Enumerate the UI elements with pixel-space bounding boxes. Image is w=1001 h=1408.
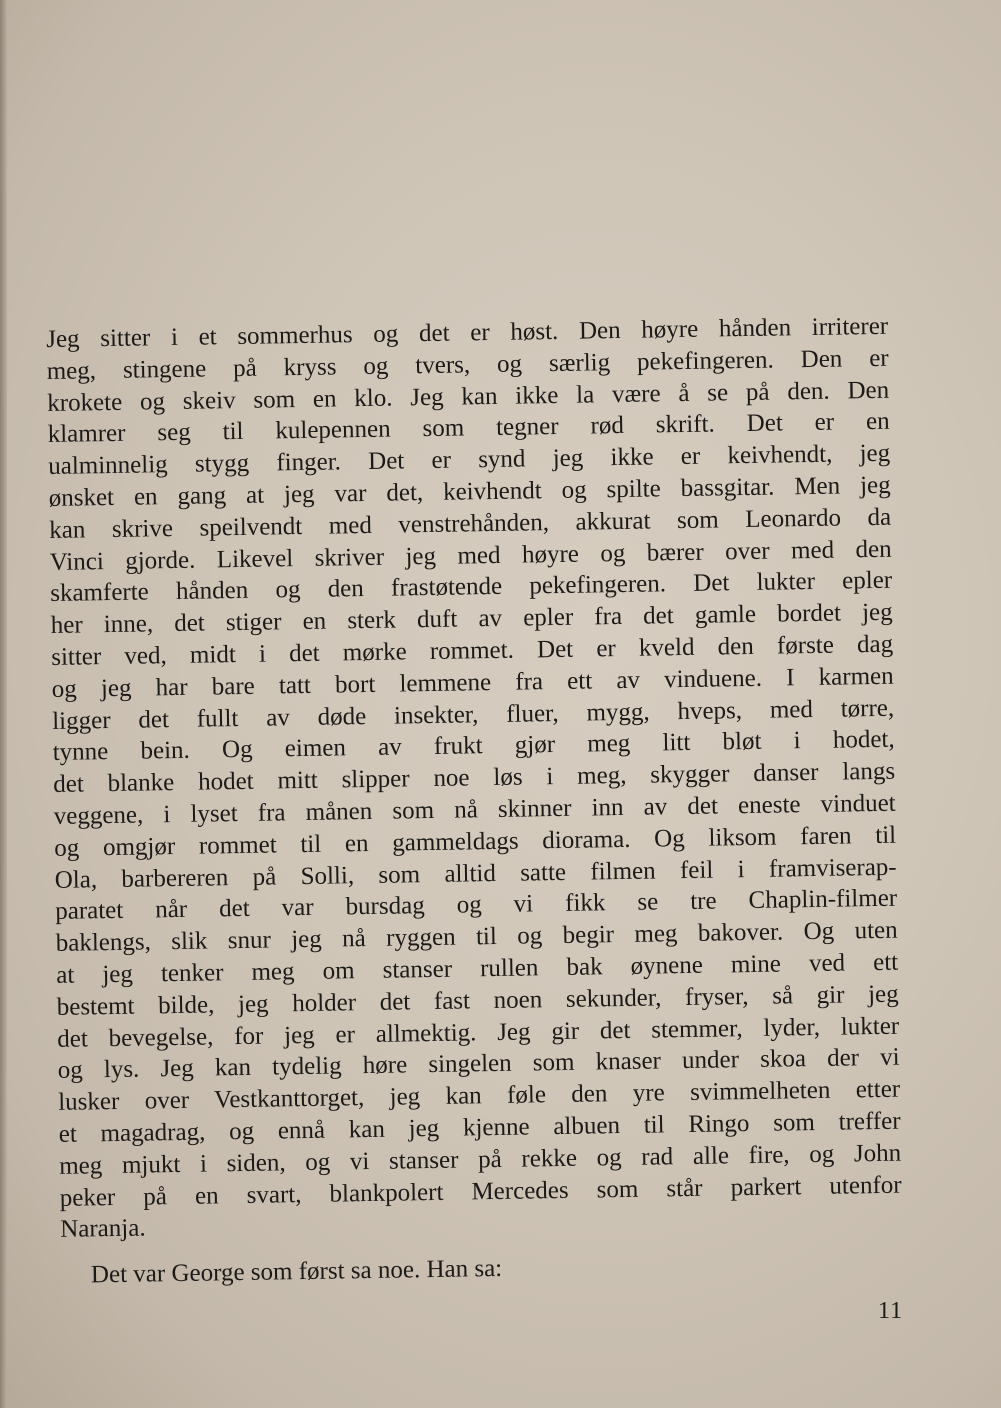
text-line: Ola, barbereren på Solli, som alltid satte filmen feil i framviserap- <box>54 853 897 894</box>
page-number: 11 <box>878 1298 904 1324</box>
text-line: lusker over Vestkanttorget, jeg kan føle den yre svimmelheten etter <box>58 1075 901 1117</box>
text-line: at jeg tenker meg om stanser rullen bak øynene mine ved ett <box>56 948 899 989</box>
page-edge-shadow <box>0 0 7 1408</box>
text-line: ønsket en gang at jeg var det, keivhendt og spilte bassgitar. Men jeg <box>48 471 891 512</box>
text-line: tynne bein. Og eimen av frukt gjør meg litt bløt i hodet, <box>52 726 895 767</box>
text-line: kan skrive speilvendt med venstrehånden, akkurat som Leonardo da <box>49 503 892 544</box>
text-line: ligger det fullt av døde insekter, fluer, mygg, hveps, med tørre, <box>52 694 895 735</box>
text-line: klamrer seg til kulepennen som tegner rød skrift. Det er en <box>47 408 890 449</box>
text-line: det bevegelse, for jeg er allmektig. Jeg gir det stemmer, lyder, lukter <box>57 1012 900 1053</box>
text-line: og omgjør rommet til en gammeldags diorama. Og liksom faren til <box>54 821 897 862</box>
text-line: Naranja. <box>60 1214 146 1244</box>
text-line: Vinci gjorde. Likevel skriver jeg med høyre og bærer over med den <box>49 535 892 576</box>
text-line: her inne, det stiger en sterk duft av epler fra det gamle bordet jeg <box>50 598 893 640</box>
text-line: Det var George som først sa noe. Han sa: <box>90 1255 503 1289</box>
text-line: og jeg har bare tatt bort lemmene fra ett av vinduene. I karmen <box>51 662 894 703</box>
text-line: baklengs, slik snur jeg nå ryggen til og begir meg bakover. Og uten <box>55 916 898 958</box>
text-line: veggene, i lyset fra månen som nå skinner inn av det eneste vinduet <box>53 789 896 830</box>
text-line: skamferte hånden og den frastøtende pekefingeren. Det lukter epler <box>50 567 893 608</box>
text-line: et magadrag, og ennå kan jeg kjenne albuen til Ringo som treffer <box>58 1107 901 1148</box>
paragraph-1 <box>46 311 902 1246</box>
text-line: bestemt bilde, jeg holder det fast noen sekunder, fryser, så gir jeg <box>56 980 899 1021</box>
text-line: peker på en svart, blankpolert Mercedes som står parkert utenfor <box>59 1171 902 1212</box>
paragraph-2 <box>61 1247 903 1292</box>
text-line: krokete og skeiv som en klo. Jeg kan ikke la være å se på den. Den <box>47 376 890 417</box>
text-line: Jeg sitter i et sommerhus og det er høst. Den høyre hånden irriterer <box>46 312 889 353</box>
text-line: og lys. Jeg kan tydelig høre singelen som knaser under skoa der vi <box>57 1044 900 1085</box>
text-line: ualminnelig stygg finger. Det er synd jeg ikke er keivhendt, jeg <box>48 439 891 481</box>
text-line: meg mjukt i siden, og vi stanser på rekke og rad alle fire, og John <box>59 1139 902 1180</box>
text-line: meg, stingene på kryss og tvers, og særlig pekefingeren. Den er <box>46 344 889 385</box>
text-line: paratet når det var bursdag og vi fikk se tre Chaplin-filmer <box>55 885 898 926</box>
text-line: sitter ved, midt i det mørke rommet. Det er kveld den første dag <box>51 630 894 671</box>
body-text <box>46 311 903 1292</box>
text-line: det blanke hodet mitt slipper noe løs i meg, skygger danser langs <box>53 757 896 799</box>
